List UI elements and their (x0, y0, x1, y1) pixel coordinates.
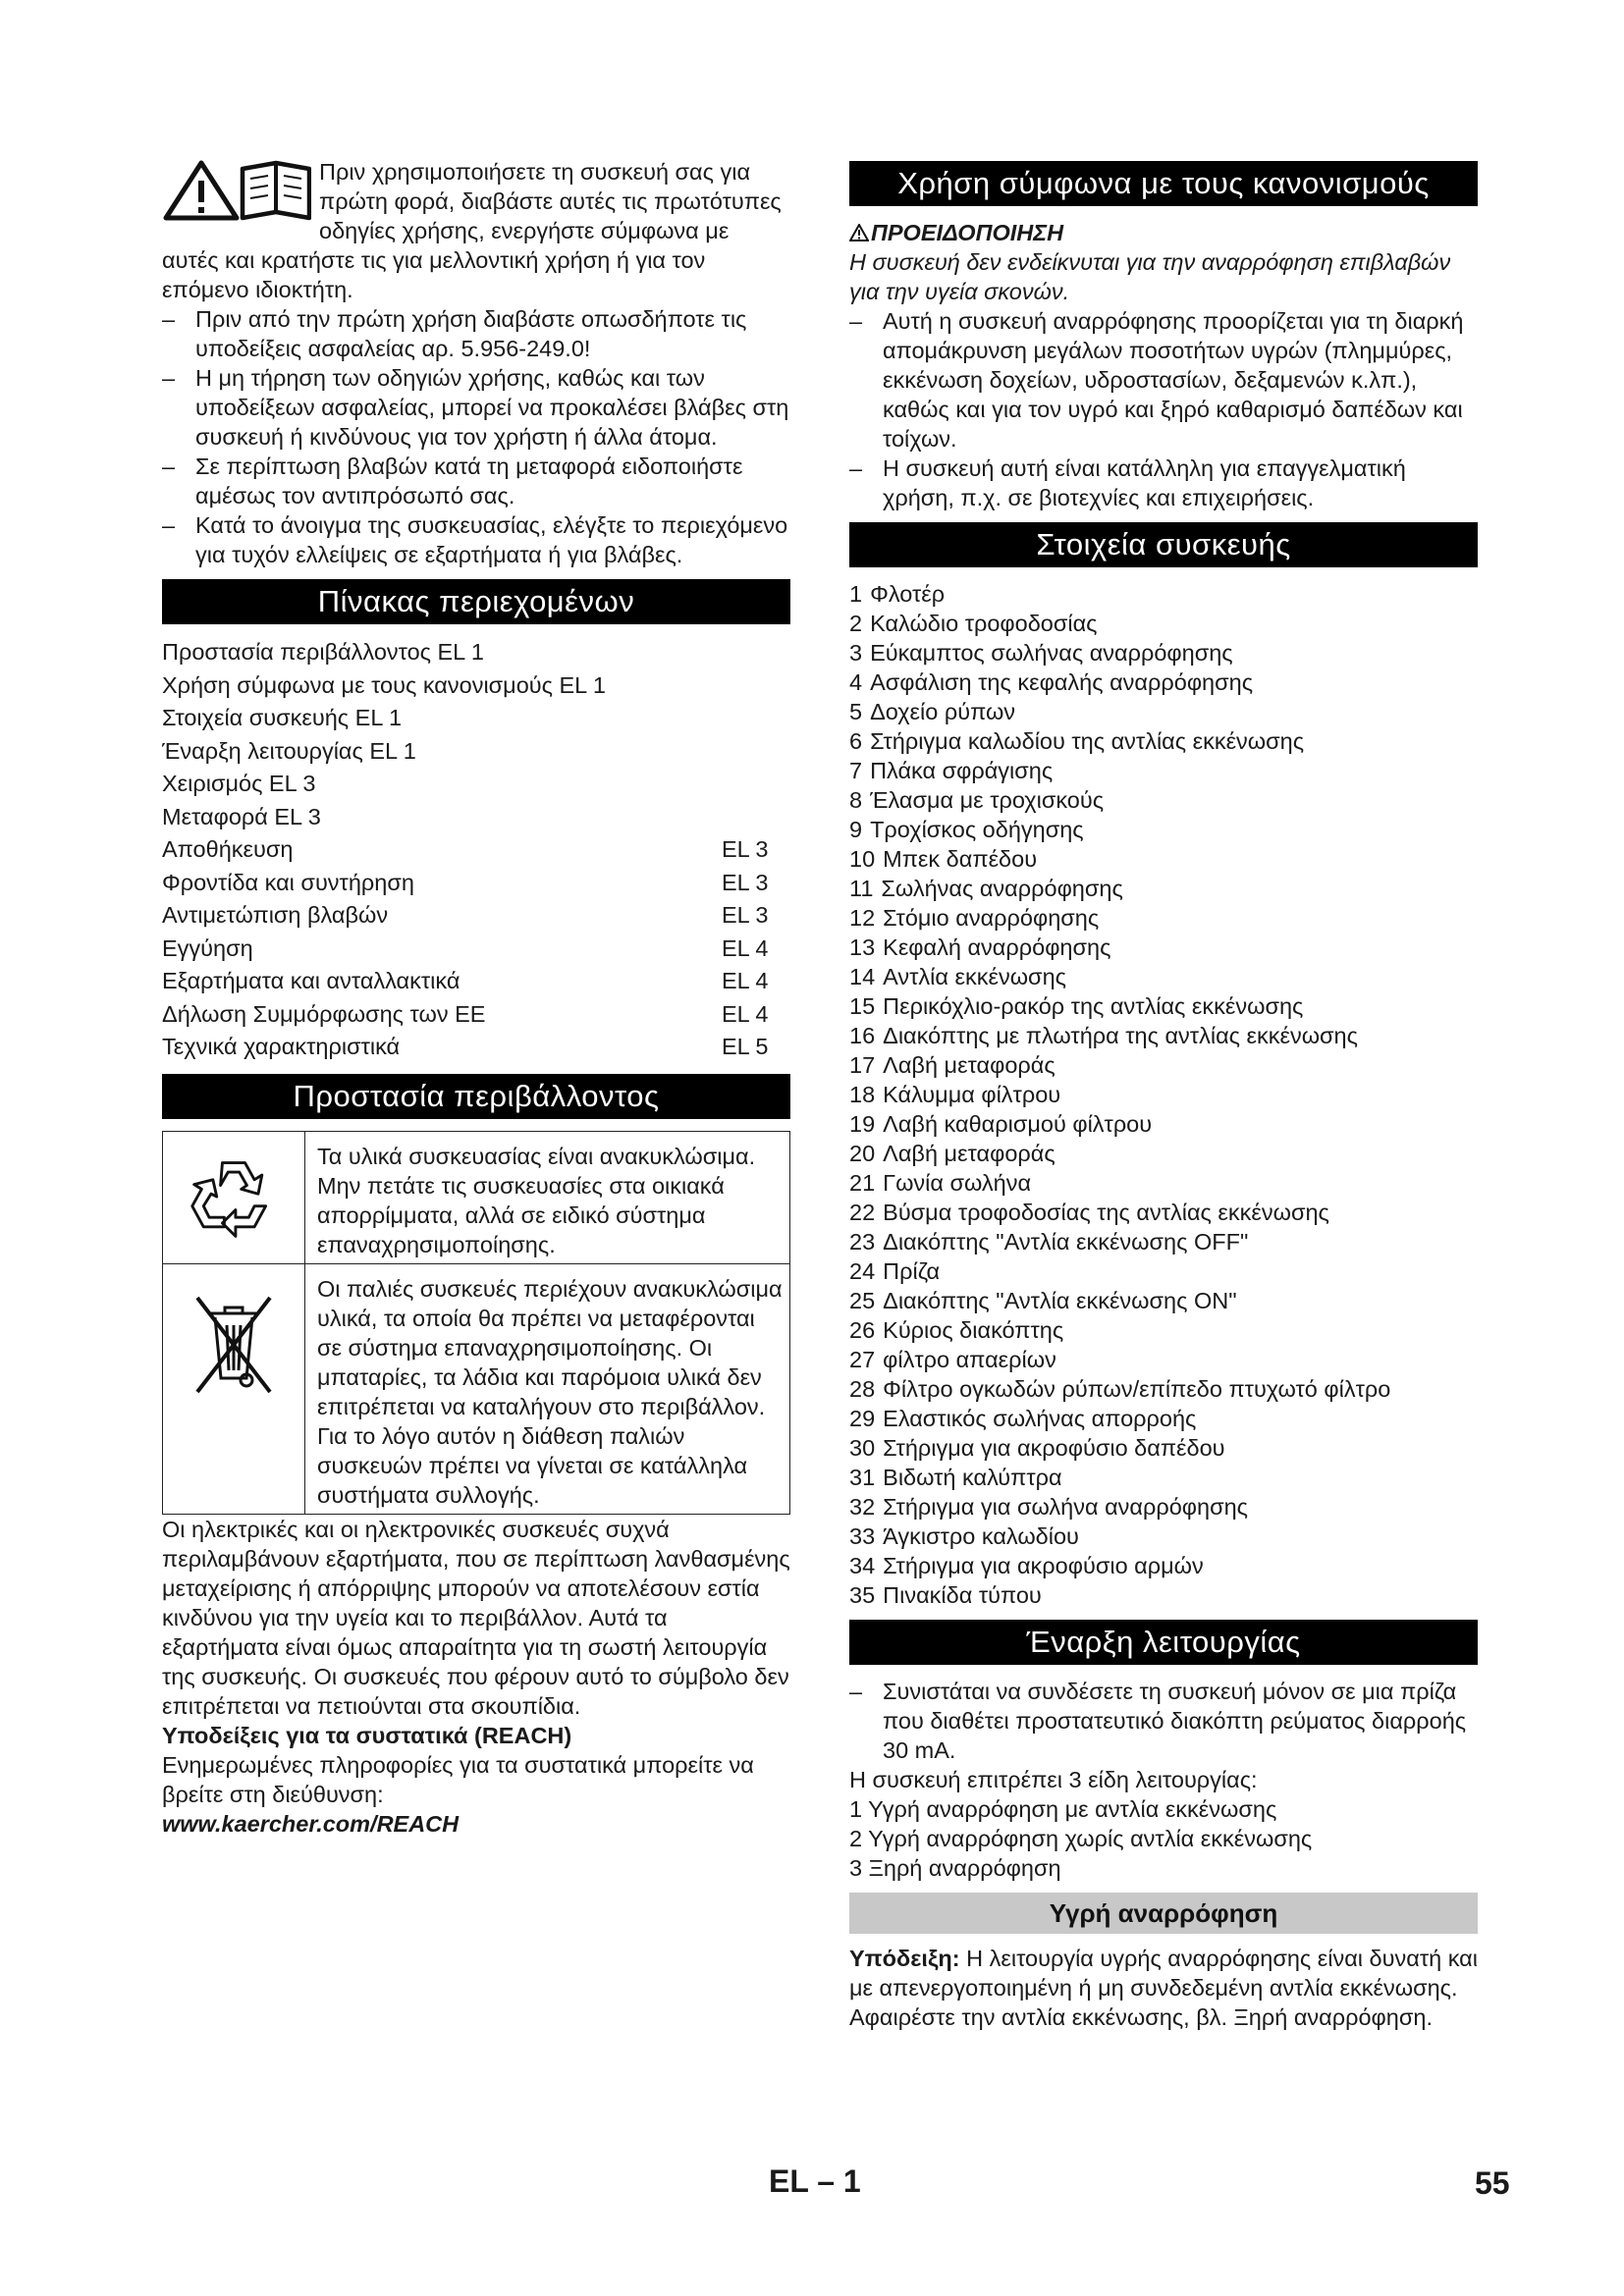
component-item (849, 697, 1478, 726)
component-label: Μπεκ δαπέδου (883, 846, 1038, 872)
toc-entry-page[interactable]: EL 4 (722, 934, 769, 961)
component-number: 10 (849, 846, 876, 872)
component-number: 16 (849, 1023, 876, 1048)
component-number: 3 (849, 640, 863, 666)
component-item (849, 1374, 1478, 1404)
component-number: 1 (849, 581, 863, 607)
component-item (849, 785, 1478, 815)
component-label: Στήριγμα για ακροφύσιο δαπέδου (883, 1435, 1225, 1461)
component-label: Καλώδιο τροφοδοσίας (870, 611, 1098, 636)
component-label: Βιδωτή καλύπτρα (883, 1465, 1062, 1490)
component-item (849, 844, 1478, 874)
component-label: Κύριος διακόπτης (883, 1317, 1064, 1343)
toc-heading: Πίνακας περιεχομένων (162, 579, 790, 624)
reach-heading: Υποδείξεις για τα συστατικά (REACH) (162, 1722, 572, 1748)
modes-list (849, 1794, 1478, 1883)
intro-section (162, 157, 790, 569)
component-item (849, 874, 1478, 903)
component-item (849, 1021, 1478, 1050)
component-number: 21 (849, 1170, 876, 1196)
list-item: – Αυτή η συσκευή αναρρόφησης προορίζεται για τη διαρκή απομάκρυνση μεγάλων ποσοτήτων υγρών (πλημμύρες, εκκένωση δοχείων, υδροστασίων, δεξαμενών κ.λπ.), καθώς και για τον υγρό και ξηρό καθαρισμό δαπέδων και τοίχων. (849, 306, 1478, 454)
intro-bullets (162, 304, 790, 569)
crossed-bin-icon (189, 1284, 278, 1402)
component-item (849, 609, 1478, 638)
weee-cell (163, 1263, 305, 1514)
warning-label-text: ΠΡΟΕΙΔΟΠΟΙΗΣΗ (871, 220, 1064, 245)
component-item (849, 1345, 1478, 1374)
toc-entry[interactable]: Έναρξη λειτουργίας EL 1 (162, 737, 416, 764)
component-number: 14 (849, 964, 876, 989)
toc-entry-page[interactable]: EL 3 (722, 902, 769, 928)
component-label: Τροχίσκος οδήγησης (870, 817, 1084, 842)
list-item: – Η μη τήρηση των οδηγιών χρήσης, καθώς και των υποδείξεων ασφαλείας, μπορεί να προκαλέσει βλάβες στη συσκευή ή κινδύνους για τον χρήστη ή άλλα άτομα. (162, 363, 790, 452)
component-label: Κάλυμμα φίλτρου (883, 1082, 1061, 1107)
component-item (849, 1492, 1478, 1522)
component-number: 9 (849, 817, 863, 842)
component-number: 19 (849, 1111, 876, 1137)
component-label: Διακόπτης "Αντλία εκκένωσης ON" (883, 1288, 1237, 1313)
list-item: – Συνιστάται να συνδέσετε τη συσκευή μόνον σε μια πρίζα που διαθέτει προστατευτικό διακόπτη ρεύματος διαρροής 30 mA. (849, 1677, 1478, 1765)
components-list (849, 579, 1478, 1610)
component-number: 22 (849, 1200, 876, 1225)
component-item (849, 1522, 1478, 1551)
component-item (849, 903, 1478, 933)
component-label: Λαβή μεταφοράς (883, 1052, 1056, 1078)
electronics-paragraph: Οι ηλεκτρικές και οι ηλεκτρονικές συσκευές συχνά περιλαμβάνουν εξαρτήματα, που σε περίπτωση λανθασμένης μεταχείρισης ή απόρριψης μπορούν να αποτελέσουν εστία κινδύνου για την υγεία και το περιβάλλον. Αυτά τα εξαρτήματα είναι όμως απαραίτητα για τη σωστή λειτουργία της συσκευής. Οι συσκευές που φέρουν αυτό το σύμβολο δεν επιτρέπεται να πετιούνται στα σκουπίδια. (162, 1516, 790, 1719)
list-item: 2 Υγρή αναρρόφηση χωρίς αντλία εκκένωσης (849, 1826, 1313, 1851)
safety-icons (162, 159, 311, 222)
right-column (849, 157, 1478, 2032)
component-number: 35 (849, 1582, 876, 1608)
component-number: 6 (849, 728, 863, 754)
component-label: Στήριγμα καλωδίου της αντλίας εκκένωσης (870, 728, 1305, 754)
component-item (849, 1580, 1478, 1610)
component-number: 11 (849, 876, 874, 901)
intended-use-heading: Χρήση σύμφωνα με τους κανονισμούς (849, 161, 1478, 206)
recycle-icon (187, 1151, 281, 1246)
toc-entry-title[interactable]: Εξαρτήματα και ανταλλακτικά (162, 968, 460, 993)
component-item (849, 667, 1478, 697)
reach-paragraph: Ενημερωμένες πληροφορίες για τα συστατικά μπορείτε να βρείτε στη διεύθυνση: (162, 1751, 754, 1807)
toc-entry[interactable]: Προστασία περιβάλλοντος EL 1 (162, 639, 484, 665)
component-label: Δοχείο ρύπων (870, 699, 1016, 724)
component-item (849, 579, 1478, 609)
list-item: – Πριν από την πρώτη χρήση διαβάστε οπωσδήποτε τις υποδείξεις ασφαλείας αρ. 5.956-249.0! (162, 304, 790, 363)
component-number: 24 (849, 1258, 876, 1284)
list-item: 3 Ξηρή αναρρόφηση (849, 1855, 1061, 1881)
list-item: – Κατά το άνοιγμα της συσκευασίας, ελέγξτε το περιεχόμενο για τυχόν ελλείψεις σε εξαρτήματα ή για βλάβες. (162, 510, 790, 569)
component-label: Στήριγμα για ακροφύσιο αρμών (883, 1553, 1204, 1578)
component-item (849, 1080, 1478, 1109)
component-label: Κεφαλή αναρρόφησης (883, 934, 1111, 960)
component-label: Πλάκα σφράγισης (870, 758, 1054, 783)
toc-entry-page[interactable]: EL 4 (722, 1000, 769, 1027)
component-number: 33 (849, 1523, 876, 1549)
component-item (849, 1286, 1478, 1315)
component-label: Ασφάλιση της κεφαλής αναρρόφησης (870, 669, 1254, 695)
modes-intro: Η συσκευή επιτρέπει 3 είδη λειτουργίας: (849, 1767, 1258, 1792)
component-number: 23 (849, 1229, 876, 1255)
left-column (162, 157, 790, 1839)
component-label: Διακόπτης "Αντλία εκκένωσης OFF" (883, 1229, 1249, 1255)
weee-text: Οι παλιές συσκευές περιέχουν ανακυκλώσιμα υλικά, τα οποία θα πρέπει να μεταφέρονται σε σύστημα επαναχρησιμοποίησης. Οι μπαταρίες, τα λάδια και παρόμοια υλικά δεν επιτρέπεται να καταλήγουν στο περιβάλλον. Για το λόγο αυτόν η διάθεση παλιών συσκευών πρέπει να γίνεται σε κατάλληλα συστήματα συλλογής. (305, 1263, 790, 1514)
component-label: Ελαστικός σωλήνας απορροής (883, 1406, 1197, 1431)
component-item (849, 1463, 1478, 1492)
environment-heading: Προστασία περιβάλλοντος (162, 1074, 790, 1119)
environment-table (162, 1131, 790, 1515)
toc-entry-page[interactable]: EL 3 (722, 869, 769, 895)
intro-paragraph: Πριν χρησιμοποιήσετε τη συσκευή σας για πρώτη φορά, διαβάστε αυτές τις πρωτότυπες οδηγίες χρήσης, ενεργήστε σύμφωνα με αυτές και κρατήστε τις για μελλοντική χρήση ή για τον επόμενο ιδιοκτήτη. (162, 159, 782, 302)
list-item: – Σε περίπτωση βλαβών κατά τη μεταφορά ειδοποιήστε αμέσως τον αντιπρόσωπό σας. (162, 452, 790, 510)
component-label: Πινακίδα τύπου (883, 1582, 1042, 1608)
component-number: 26 (849, 1317, 876, 1343)
component-label: Βύσμα τροφοδοσίας της αντλίας εκκένωσης (883, 1200, 1329, 1225)
note-text: Η λειτουργία υγρής αναρρόφησης είναι δυνατή και με απενεργοποιημένη ή μη συνδεδεμένη αντλία εκκένωσης. Αφαιρέστε την αντλία εκκένωσης, βλ. Ξηρή αναρρόφηση. (849, 1946, 1478, 2030)
component-item (849, 962, 1478, 991)
footer-section-code: EL – 1 (769, 2163, 861, 2199)
recycle-cell (163, 1131, 305, 1263)
toc-entry[interactable]: Μεταφορά EL 3 (162, 803, 321, 829)
component-label: Άγκιστρο καλωδίου (883, 1523, 1079, 1549)
component-number: 7 (849, 758, 863, 783)
component-number: 4 (849, 669, 863, 695)
component-item (849, 1139, 1478, 1168)
page-number: 55 (1475, 2165, 1510, 2201)
component-label: Αντλία εκκένωσης (883, 964, 1066, 989)
component-label: Διακόπτης με πλωτήρα της αντλίας εκκένωσης (883, 1023, 1358, 1048)
list-item: 1 Υγρή αναρρόφηση με αντλία εκκένωσης (849, 1796, 1277, 1822)
component-label: Φλοτέρ (870, 581, 946, 607)
component-item (849, 1404, 1478, 1433)
component-label: Λαβή μεταφοράς (883, 1141, 1056, 1166)
component-item (849, 1551, 1478, 1580)
warning-text: Η συσκευή δεν ενδείκνυται για την αναρρόφηση επιβλαβών για την υγεία σκονών. (849, 249, 1451, 304)
component-label: Στόμιο αναρρόφησης (883, 905, 1100, 931)
warning-triangle-icon (849, 224, 869, 241)
toc-entry[interactable]: Στοιχεία συσκευής EL 1 (162, 705, 403, 730)
component-item (849, 933, 1478, 962)
component-number: 5 (849, 699, 863, 724)
component-number: 30 (849, 1435, 876, 1461)
component-item (849, 991, 1478, 1021)
component-label: Εύκαμπτος σωλήνας αναρρόφησης (870, 640, 1233, 666)
toc-entry-title[interactable]: Εγγύηση (162, 934, 253, 961)
toc-entry-page[interactable]: EL 5 (722, 1034, 769, 1059)
component-label: Περικόχλιο-ρακόρ της αντλίας εκκένωσης (883, 993, 1304, 1019)
component-label: Στήριγμα για σωλήνα αναρρόφησης (883, 1494, 1248, 1520)
components-heading: Στοιχεία συσκευής (849, 522, 1478, 567)
component-number: 8 (849, 787, 863, 813)
component-number: 12 (849, 905, 876, 931)
component-number: 20 (849, 1141, 876, 1166)
reach-link[interactable]: www.kaercher.com/REACH (162, 1810, 460, 1837)
toc-entry-page[interactable]: EL 4 (722, 968, 769, 993)
toc-entry[interactable]: Χρήση σύμφωνα με τους κανονισμούς EL 1 (162, 671, 606, 698)
toc-entry-page[interactable]: EL 3 (722, 836, 769, 862)
component-number: 13 (849, 934, 876, 960)
component-item (849, 1315, 1478, 1345)
component-number: 29 (849, 1406, 876, 1431)
component-item (849, 638, 1478, 667)
component-label: Σωλήνας αναρρόφησης (881, 876, 1123, 901)
component-item (849, 1198, 1478, 1227)
component-item (849, 1109, 1478, 1139)
component-number: 15 (849, 993, 876, 1019)
component-number: 28 (849, 1376, 876, 1402)
component-item (849, 1433, 1478, 1463)
component-label: Φίλτρο ογκωδών ρύπων/επίπεδο πτυχωτό φίλτρο (883, 1376, 1391, 1402)
component-item (849, 1050, 1478, 1080)
component-number: 27 (849, 1347, 876, 1372)
component-number: 2 (849, 611, 863, 636)
recycle-text: Τα υλικά συσκευασίας είναι ανακυκλώσιμα. Μην πετάτε τις συσκευασίες στα οικιακά απορρίμματα, αλλά σε ειδικό σύστημα επαναχρησιμοποίησης. (305, 1131, 790, 1263)
toc-entry-title[interactable]: Αποθήκευση (162, 836, 294, 862)
intended-use-bullets (849, 306, 1478, 512)
note-paragraph (849, 1944, 1478, 2032)
component-item (849, 1168, 1478, 1198)
component-label: Λαβή καθαρισμού φίλτρου (883, 1111, 1153, 1137)
component-number: 31 (849, 1465, 876, 1490)
warning-manual-icon (162, 159, 311, 222)
component-number: 25 (849, 1288, 876, 1313)
component-item (849, 815, 1478, 844)
component-item (849, 726, 1478, 756)
component-label: Γωνία σωλήνα (883, 1170, 1032, 1196)
toc-entry-title[interactable]: Τεχνικά χαρακτηριστικά (162, 1034, 401, 1059)
toc-entry[interactable]: Χειρισμός EL 3 (162, 771, 316, 796)
table-of-contents (162, 636, 790, 1064)
toc-entry-title[interactable]: Δήλωση Συμμόρφωσης των ΕΕ (162, 1000, 486, 1027)
component-number: 18 (849, 1082, 876, 1107)
startup-heading: Έναρξη λειτουργίας (849, 1620, 1478, 1665)
toc-entry-title[interactable]: Φροντίδα και συντήρηση (162, 869, 414, 895)
component-item (849, 756, 1478, 785)
wet-vacuum-heading: Υγρή αναρρόφηση (849, 1893, 1478, 1934)
component-item (849, 1256, 1478, 1286)
component-label: φίλτρο απαερίων (883, 1347, 1056, 1372)
startup-bullets (849, 1677, 1478, 1765)
component-label: Έλασμα με τροχισκούς (870, 787, 1105, 813)
toc-entry-title[interactable]: Αντιμετώπιση βλαβών (162, 902, 389, 928)
component-label: Πρίζα (883, 1258, 941, 1284)
component-number: 32 (849, 1494, 876, 1520)
component-item (849, 1227, 1478, 1256)
component-number: 17 (849, 1052, 876, 1078)
component-number: 34 (849, 1553, 876, 1578)
warning-label (849, 218, 1478, 247)
list-item: – Η συσκευή αυτή είναι κατάλληλη για επαγγελματική χρήση, π.χ. σε βιοτεχνίες και επιχειρήσεις. (849, 454, 1478, 512)
note-label: Υπόδειξη: (849, 1946, 960, 1971)
